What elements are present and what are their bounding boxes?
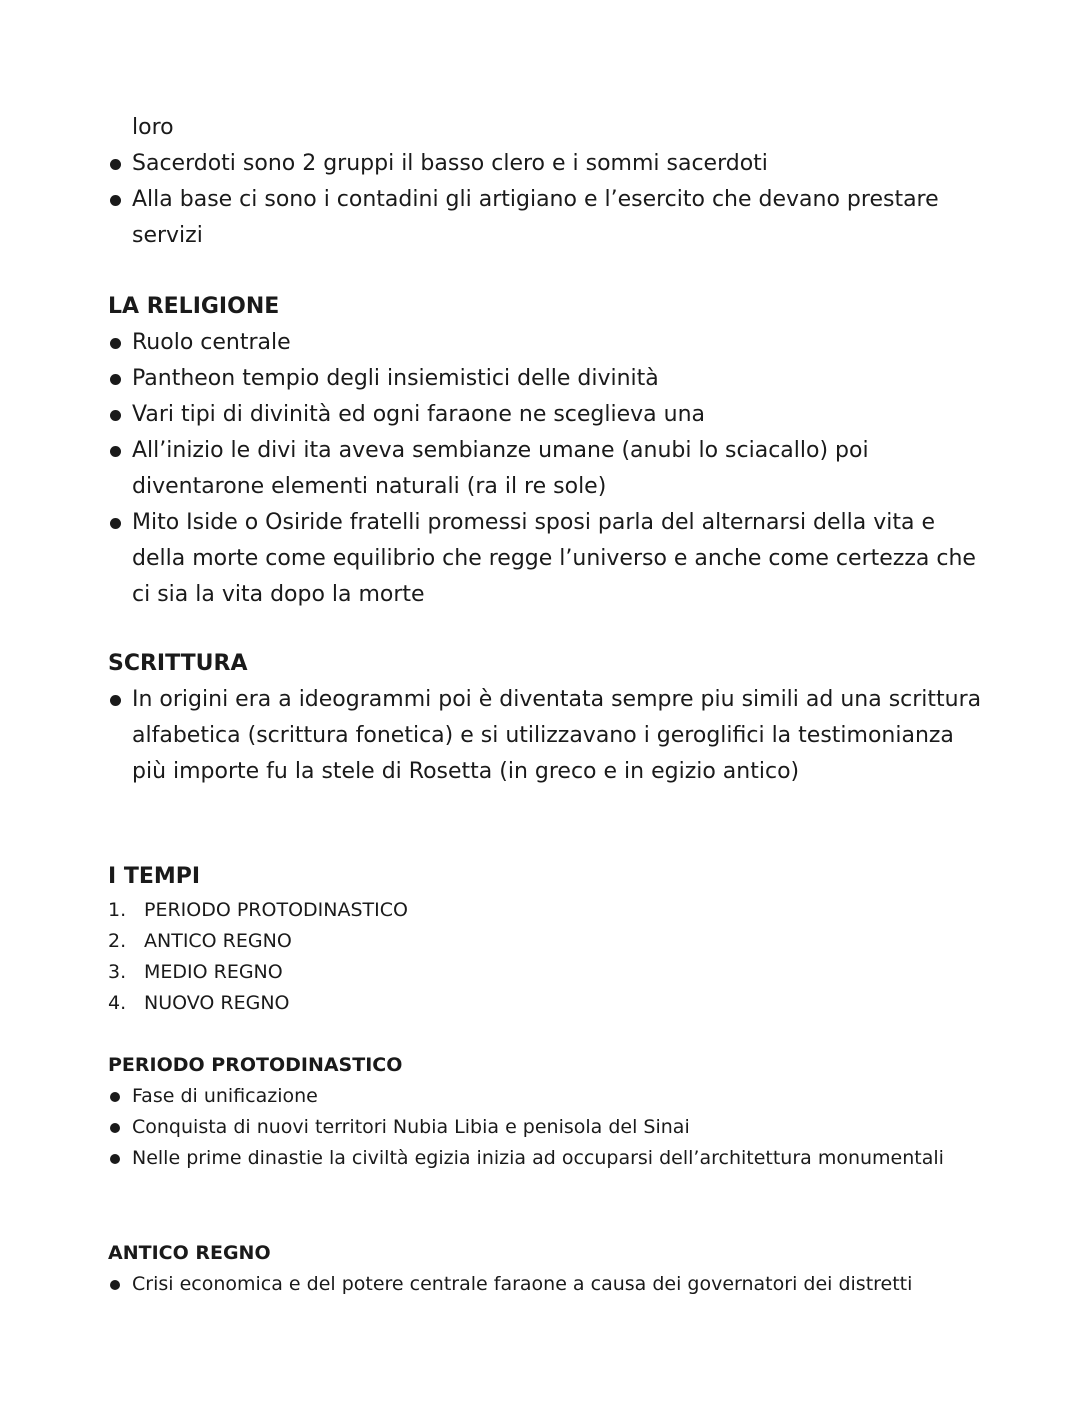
tempi-list xyxy=(108,895,988,1019)
list-item: 2. ANTICO REGNO xyxy=(108,930,292,952)
list-item: Crisi economica e del potere centrale faraone a causa dei governatori dei distretti xyxy=(108,1269,988,1300)
section-heading: SCRITTURA xyxy=(108,651,248,676)
list-item: Ruolo centrale xyxy=(108,325,988,361)
section-heading: PERIODO PROTODINASTICO xyxy=(108,1054,403,1076)
scrittura-section xyxy=(108,646,988,790)
list-item: Fase di unificazione xyxy=(108,1081,988,1112)
religione-list xyxy=(108,325,988,613)
continuation-text: loro xyxy=(132,115,174,140)
list-item: 3. MEDIO REGNO xyxy=(108,961,283,983)
list-item: Pantheon tempio degli insiemistici delle divinità xyxy=(108,361,988,397)
list-item: Sacerdoti sono 2 gruppi il basso clero e i sommi sacerdoti xyxy=(108,146,988,182)
tempi-section xyxy=(108,859,988,1019)
list-item: Alla base ci sono i contadini gli artigiano e l’esercito che devano prestare servizi xyxy=(108,182,988,254)
protodinastico-list xyxy=(108,1081,988,1174)
religione-section xyxy=(108,289,988,613)
scrittura-list xyxy=(108,682,988,790)
section-heading: I TEMPI xyxy=(108,864,201,889)
list-item: Mito Iside o Osiride fratelli promessi sposi parla del alternarsi della vita e della morte come equilibrio che regge l’universo e anche come certezza che ci sia la vita dopo la morte xyxy=(108,505,988,613)
section-heading: LA RELIGIONE xyxy=(108,294,280,319)
list-item: Conquista di nuovi territori Nubia Libia e penisola del Sinai xyxy=(108,1112,988,1143)
list-item: 1. PERIODO PROTODINASTICO xyxy=(108,899,408,921)
list-item: All’inizio le divi ita aveva sembianze umane (anubi lo sciacallo) poi diventarone elementi naturali (ra il re sole) xyxy=(108,433,988,505)
intro-list xyxy=(108,146,988,254)
list-item: In origini era a ideogrammi poi è diventata sempre piu simili ad una scrittura alfabetica (scrittura fonetica) e si utilizzavano i geroglifici la testimonianza più importe fu la stele di Rosetta (in greco e in egizio antico) xyxy=(108,682,988,790)
list-item: Vari tipi di divinità ed ogni faraone ne sceglieva una xyxy=(108,397,988,433)
list-item: 4. NUOVO REGNO xyxy=(108,992,290,1014)
antico-regno-section xyxy=(108,1238,988,1300)
intro-section xyxy=(108,146,988,254)
list-item: Nelle prime dinastie la civiltà egizia inizia ad occuparsi dell’architettura monumentali xyxy=(108,1143,988,1174)
section-heading: ANTICO REGNO xyxy=(108,1242,271,1264)
antico-regno-list xyxy=(108,1269,988,1300)
protodinastico-section xyxy=(108,1050,988,1174)
